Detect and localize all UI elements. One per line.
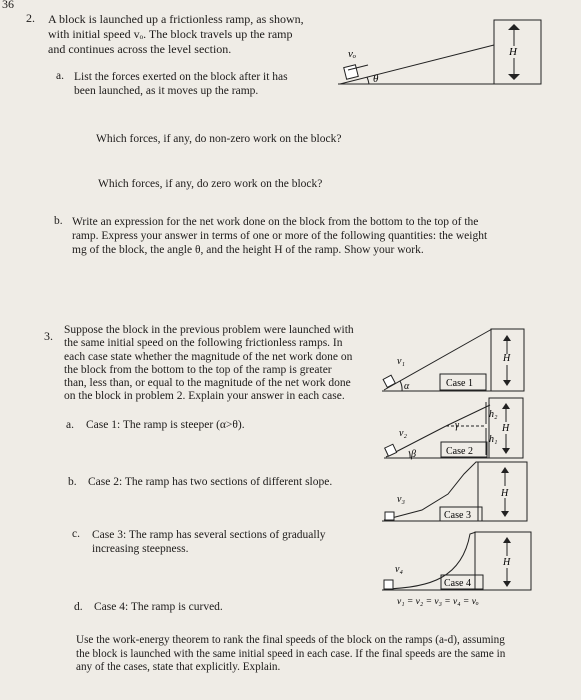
case3-speed-label: v₃ — [397, 494, 405, 505]
case3-block-icon — [385, 512, 394, 520]
problem-3-number: 3. — [44, 329, 53, 343]
angle-arc — [367, 77, 369, 84]
case1-name: Case 1 — [446, 378, 473, 389]
case4-box — [475, 532, 531, 590]
case2-speed-label: v₂ — [399, 428, 407, 439]
case4-label-box — [441, 575, 483, 589]
case2-box — [489, 398, 523, 458]
problem-2a-label: a. — [56, 70, 64, 82]
case2-h2-label: h₂ — [489, 409, 498, 420]
case4-block-icon — [384, 580, 393, 589]
case-a-text: Case 1: The ramp is steeper (α>θ). — [86, 419, 245, 431]
case3-height-label: H — [501, 488, 509, 499]
case4-name: Case 4 — [444, 578, 471, 589]
case1-height-label: H — [503, 353, 511, 364]
case4-speed-label: v₄ — [395, 564, 403, 575]
question-nonzero-work: Which forces, if any, do non-zero work on the block? — [96, 133, 342, 145]
angle-theta-label: θ — [373, 73, 379, 85]
problem-2b-label: b. — [54, 215, 63, 227]
case2-h1-label: h₁ — [489, 434, 498, 445]
height-label: H — [509, 46, 517, 58]
question-zero-work: Which forces, if any, do zero work on the block? — [98, 178, 323, 190]
initial-speed-label: vₒ — [348, 48, 357, 60]
case3-name: Case 3 — [444, 510, 471, 521]
case1-label-box — [440, 374, 486, 390]
case3-box — [478, 462, 527, 521]
final-question-text: Use the work-energy theorem to rank the final speeds of the block on the ramps (a-d), assuming the block is launched with the same initial speed in each case. If the final speeds are the same in any of the cases, state that explicitly. Explain. — [76, 634, 506, 673]
case2-block-icon — [385, 444, 397, 456]
case-a-label: a. — [66, 419, 74, 431]
problem-2-number: 2. — [26, 11, 35, 25]
page-number: 36 — [2, 0, 14, 11]
case2-label-box — [441, 442, 487, 457]
case-b-text: Case 2: The ramp has two sections of different slope. — [88, 476, 333, 488]
problem-2a-text: List the forces exerted on the block after it has been launched, as it moves up the ramp. — [74, 71, 288, 97]
speeds-equal-label: v₁ = v₂ = v₃ = v₄ = vₒ — [397, 597, 479, 607]
case2-angle-beta: β — [411, 449, 416, 460]
case1-speed-label: v₁ — [397, 356, 405, 367]
case-d-text: Case 4: The ramp is curved. — [94, 601, 223, 613]
case2-height-label: H — [502, 423, 510, 434]
case-b-label: b. — [68, 476, 77, 488]
case1-angle-label: α — [404, 381, 410, 392]
level-section-box — [494, 20, 541, 84]
problem-2-text: A block is launched up a frictionless ramp, as shown, with initial speed vₒ. The block travels up the ramp and continues across the level section. — [48, 12, 304, 56]
block-icon — [344, 65, 359, 80]
case4-height-label: H — [503, 557, 511, 568]
case2-name: Case 2 — [446, 446, 473, 457]
case2-angle-gamma: γ — [455, 420, 459, 431]
problem-3-text: Suppose the block in the previous problem were launched with the same initial speed on the following frictionless ramps. In each case state whether the magnitude of the net work done on the block from the bottom to the top of the ramp is greater than, less than, or equal to the magnitude of the net work done on the block in problem 2. Explain your answer in each case. — [64, 324, 354, 403]
case-d-label: d. — [74, 601, 83, 613]
case1-box — [491, 329, 524, 391]
case3-label-box — [440, 507, 482, 521]
ramp-incline — [340, 45, 494, 84]
case-c-label: c. — [72, 528, 80, 540]
problem-2b-text: Write an expression for the net work done on the block from the bottom to the top of the ramp. Express your answer in terms of one or more of the following quantities: the weight mg of the block, the angle θ, and the height H of the ramp. Show your work. — [72, 216, 488, 256]
case-c-text: Case 3: The ramp has several sections of gradually increasing steepness. — [92, 529, 326, 555]
case1-block-icon — [383, 375, 395, 387]
